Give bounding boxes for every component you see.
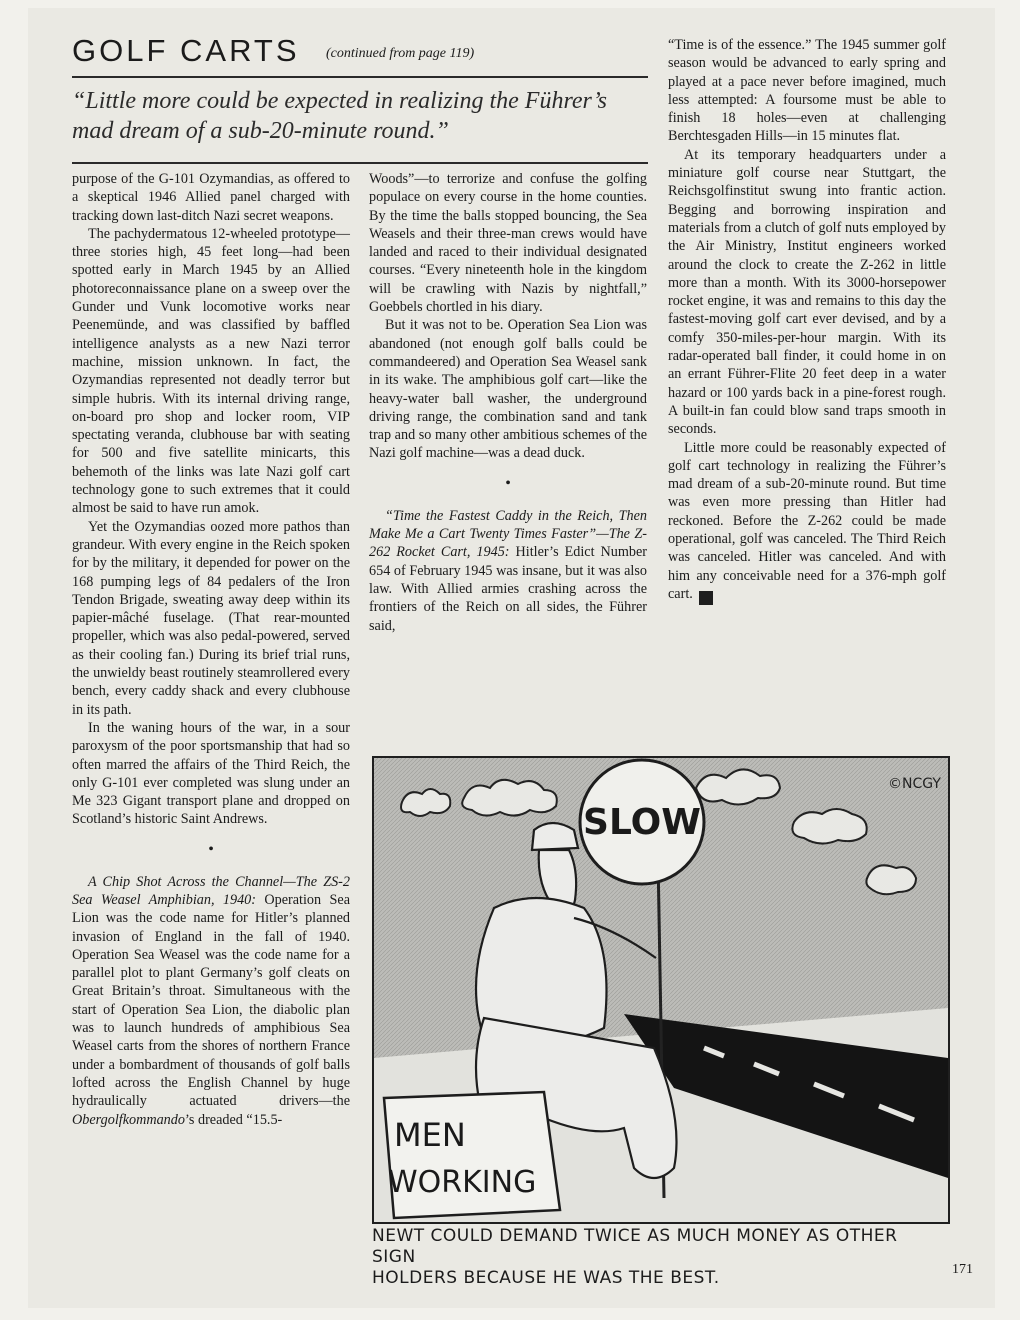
page-number: 171 [952,1262,973,1277]
paragraph: The pachydermatous 12-wheeled prototype—three stories high, 45 feet long—had been spotted early in March 1945 by an Allied photoreconnaissance plane on a sweep over the Gunder und Vunk locomotive works near Peenemünde, and was classified by baffled intelligence analysts as a new Nazi terror machine, mission unknown. In fact, the Ozymandias represented not deadly terror but simple hubris. With its internal driving range, on-board pro shop and locker room, VIP spectating veranda, clubhouse bar with seating for 500 and five satellite minicarts, this behemoth of the links was late Nazi golf cart technology gone to such extremes that it could almost be said to have run amok. [72,225,350,517]
text-column-1 [72,170,350,1129]
cartoon-caption [372,1226,946,1289]
paragraph: In the waning hours of the war, in a sour paroxysm of the poor sportsmanship that had so often marred the affairs of the Third Reich, the only G-101 ever completed was slung under an Me 323 Gigant transport plane and dropped on Scotland’s historic Saint Andrews. [72,719,350,828]
paragraph: But it was not to be. Operation Sea Lion was abandoned (not enough golf balls could be commandeered) and Operation Sea Weasel sank in its wake. The amphibious golf cart—like the heavy-water ball washer, the underground driving range, the combination sand and tank trap and so many other ambitious schemes of the Nazi golf machine—was a dead duck. [369,317,647,462]
paragraph: Woods”—to terrorize and confuse the golfing populace on every course in the home counties. By the time the balls stopped bouncing, the Sea Weasels and their three-man crews would have landed and raced to their individual designated courses. “Every nineteenth hole in the kingdom will be crawling with Nazis by nightfall,” Goebbels chortled in his diary. [369,171,647,316]
paragraph: Yet the Ozymandias oozed more pathos than grandeur. With every engine in the Reich spoken for by the military, it depended for power on the 168 pumping legs of 84 pedalers of the Iron Tendon Brigade, sweating away deep within its papier-mâché fuselage. (That rear-mounted propeller, which was also pedal-powered, served as their cooling fan.) During its brief trial runs, the unwieldy beast routinely steamrollered every bench, every caddy shack and every clubhouse in its path. [72,518,350,718]
paragraph: At its temporary headquarters under a miniature golf course near Stuttgart, the Reichsgolfinstitut swung into frantic action. Begging and borrowing inspiration and materials from a clutch of golf nuts employed by the Air Ministry, Institut engineers worked around the clock to create the Z-262 in little more than a month. With its 3000-horsepower rocket engine, it was and remains to this day the fastest-moving golf cart ever devised, and by a comfy 350-miles-per-hour margin. With its radar-operated ball finder, it could home in on an errant Führer-Flite 20 feet deep in a water hazard or 100 yards back in a pine-forest rough. A built-in fan could blow sand traps smooth in seconds. [668,146,946,438]
paragraph [668,439,946,605]
paragraph [72,873,350,1129]
continued-note: (continued from page 119) [326,46,475,61]
text-column-3 [668,36,946,605]
text-column-2 [369,170,647,635]
header-rule [72,162,648,164]
cartoonist-signature: ©NCGY [888,776,941,792]
pull-quote: “Little more could be expected in realizing the Führer’s mad dream of a sub-20-minute round.” [72,88,608,144]
paragraph-text: ’s dreaded “15.5- [184,1111,283,1128]
article-title: GOLF CARTS [72,33,300,68]
slow-sign-text: SLOW [583,802,701,843]
section-bullet: • [208,840,214,858]
section-heading: A Chip Shot Across the Channel—The ZS-2 Sea Weasel Amphibian, 1940: [72,873,350,908]
cartoon-drawing [374,758,948,1222]
article-header [72,30,648,78]
paragraph-text: Hitler’s Edict Number 654 of February 1945 was insane, but it was also law. With Allied armies crashing across the frontiers of the Reich on all sides, the Führer said, [369,544,647,634]
caption-line: HOLDERS BECAUSE HE WAS THE BEST. [372,1268,720,1288]
end-mark-icon: Y [699,591,713,605]
paragraph-text: Operation Sea Lion was the code name for Hitler’s planned invasion of England in the fall of 1940. Operation Sea Weasel was the code name for a parallel plot to plant Germany’s golf cleats on Great Britain’s throat. Simultaneous with the start of Operation Sea Lion, the diabolic plan was to launch hundreds of amphibious Sea Weasel carts from the shores of northern France under a bombardment of thousands of golf balls lofted across the English Channel by huge hydraulically actuated drivers—the [72,891,351,1110]
caption-line: NEWT COULD DEMAND TWICE AS MUCH MONEY AS OTHER SIGN [372,1226,898,1267]
cartoon-illustration [372,756,950,1224]
board-text-working: WORKING [388,1165,537,1200]
italic-term: Obergolfkommando [72,1111,185,1128]
paragraph [369,507,647,635]
paragraph-text: Little more could be reasonably expected of golf cart technology in realizing the Führer’s mad dream of a sub-20-minute round. But time was even more pressing than Hitler had reckoned. Before the Z-262 could be made operational, golf was canceled. The Third Reich was canceled. Hitler was canceled. And with him any conceivable need for a 376-mph golf cart. [668,439,946,602]
section-bullet: • [505,474,511,492]
section-heading: “Time the Fastest Caddy in the Reich, Then Make Me a Cart Twenty Times Faster”—The Z-262 Rocket Cart, 1945: [369,507,647,561]
paragraph: purpose of the G-101 Ozymandias, as offered to a skeptical 1946 Allied panel charged with tracking down last-ditch Nazi secret weapons. [72,171,350,224]
board-text-men: MEN [394,1116,466,1154]
paragraph: “Time is of the essence.” The 1945 summer golf season would be advanced to early spring and played at a pace never before imagined, much less attempted: A foursome must be able to finish 18 holes—even at challenging Berchtesgaden Hills—in 15 minutes flat. [668,37,946,145]
